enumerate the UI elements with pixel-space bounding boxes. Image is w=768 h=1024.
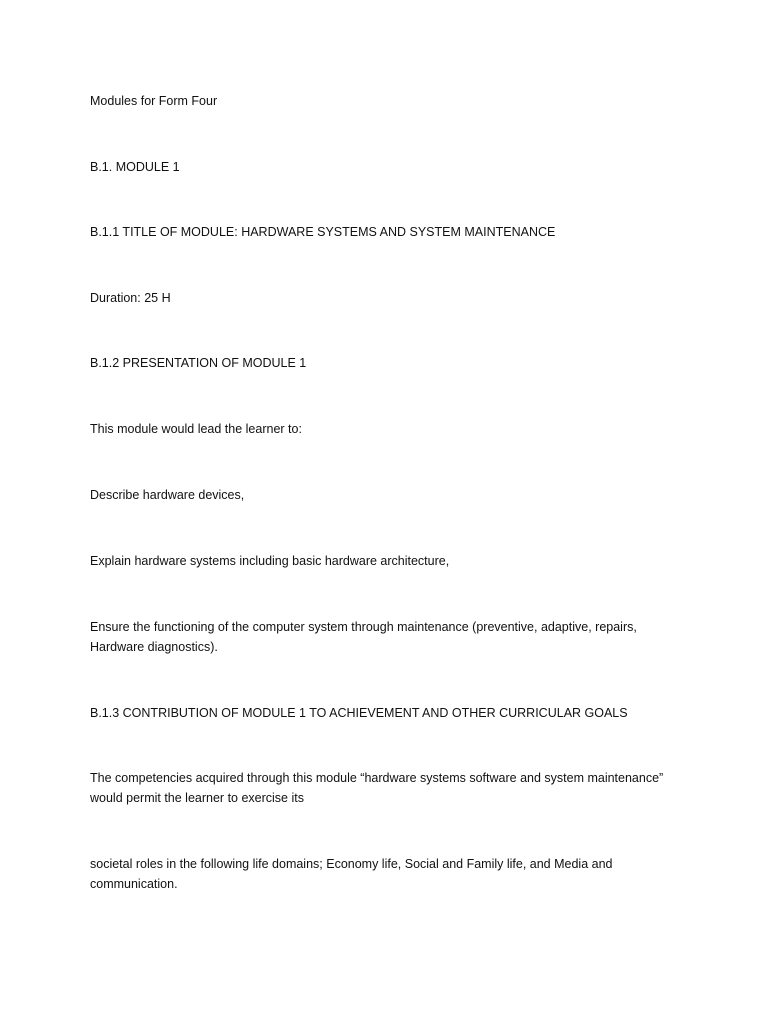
societal-roles-paragraph: societal roles in the following life domains; Economy life, Social and Family life, and Media and communication.: [90, 857, 613, 891]
objective-explain: Explain hardware systems including basic hardware architecture,: [90, 554, 450, 568]
module-heading: B.1. MODULE 1: [90, 160, 180, 174]
contribution-paragraph: The competencies acquired through this module “hardware systems software and system maintenance” would permit the learner to exercise its: [90, 771, 664, 805]
document-heading: Modules for Form Four: [90, 94, 218, 108]
presentation-heading: B.1.2 PRESENTATION OF MODULE 1: [90, 356, 307, 370]
module-title: B.1.1 TITLE OF MODULE: HARDWARE SYSTEMS AND SYSTEM MAINTENANCE: [90, 225, 556, 239]
contribution-heading: B.1.3 CONTRIBUTION OF MODULE 1 TO ACHIEVEMENT AND OTHER CURRICULAR GOALS: [90, 706, 628, 720]
objective-describe: Describe hardware devices,: [90, 488, 245, 502]
presentation-intro: This module would lead the learner to:: [90, 422, 302, 436]
module-duration: Duration: 25 H: [90, 291, 171, 305]
objective-ensure: Ensure the functioning of the computer system through maintenance (preventive, adaptive, repairs, Hardware diagnostics).: [90, 620, 637, 654]
